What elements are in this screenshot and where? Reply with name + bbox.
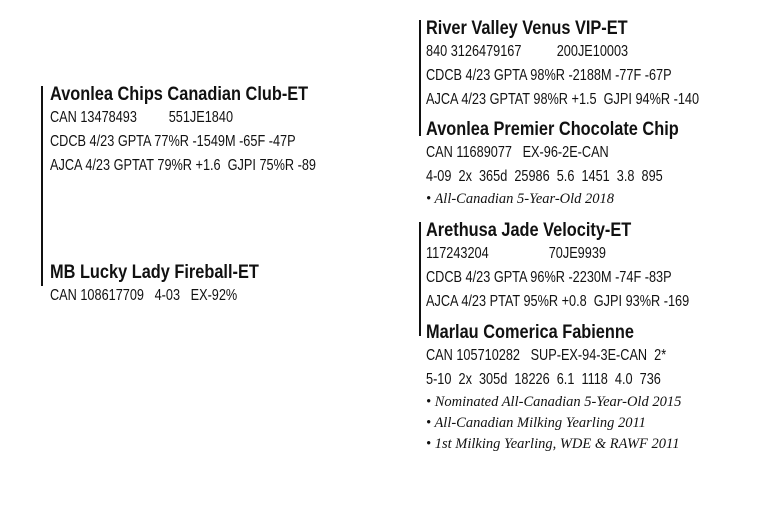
dam-dam-award-2: • All-Canadian Milking Yearling 2011 [426,415,646,431]
sire-cdcb-line: CDCB 4/23 GPTA 77%R -1549M -65F -47P [50,133,296,150]
sire-sire-registration-line: 840 3126479167 200JE10003 [426,43,629,60]
sire-dam-name: Avonlea Premier Chocolate Chip [426,119,679,140]
dam-sire-entry [426,220,747,314]
dam-dam-registration-line: CAN 105710282 SUP-EX-94-3E-CAN 2* [426,347,667,364]
dam-dam-award-3: • 1st Milking Yearling, WDE & RAWF 2011 [426,436,680,452]
dam-dam-production-line: 5-10 2x 305d 18226 6.1 1118 4.0 736 [426,371,661,388]
sire-sire-cdcb-line: CDCB 4/23 GPTA 98%R -2188M -77F -67P [426,67,672,84]
dam-sire-name: Arethusa Jade Velocity-ET [426,220,632,241]
dam-registration-line: CAN 108617709 4-03 EX-92% [50,287,238,304]
sire-sire-name: River Valley Venus VIP-ET [426,18,628,39]
sire-dam-entry [426,119,720,210]
dam-dam-award-1: • Nominated All-Canadian 5-Year-Old 2015 [426,394,682,410]
dam-dam-entry [426,322,719,455]
sire-sire-bracket-line [419,20,421,136]
dam-entry [50,262,293,308]
sire-registration-line: CAN 13478493 551JE1840 [50,109,234,126]
dam-dam-name: Marlau Comerica Fabienne [426,322,634,343]
sire-sire-ajca-line: AJCA 4/23 GPTAT 98%R +1.5 GJPI 94%R -140 [426,91,700,108]
dam-name: MB Lucky Lady Fireball-ET [50,262,259,283]
sire-dam-production-line: 4-09 2x 365d 25986 5.6 1451 3.8 895 [426,168,663,185]
dam-sire-registration-line: 117243204 70JE9939 [426,245,606,262]
dam-sire-bracket-line [419,222,421,336]
sire-entry [50,84,374,178]
sire-ajca-line: AJCA 4/23 GPTAT 79%R +1.6 GJPI 75%R -89 [50,157,316,174]
sire-bracket-line [41,86,43,286]
dam-sire-cdcb-line: CDCB 4/23 GPTA 96%R -2230M -74F -83P [426,269,672,286]
dam-sire-ajca-line: AJCA 4/23 PTAT 95%R +0.8 GJPI 93%R -169 [426,293,690,310]
sire-dam-award: • All-Canadian 5-Year-Old 2018 [426,191,615,207]
sire-dam-registration-line: CAN 11689077 EX-96-2E-CAN [426,144,609,161]
sire-name: Avonlea Chips Canadian Club-ET [50,84,309,105]
sire-sire-entry [426,18,759,112]
